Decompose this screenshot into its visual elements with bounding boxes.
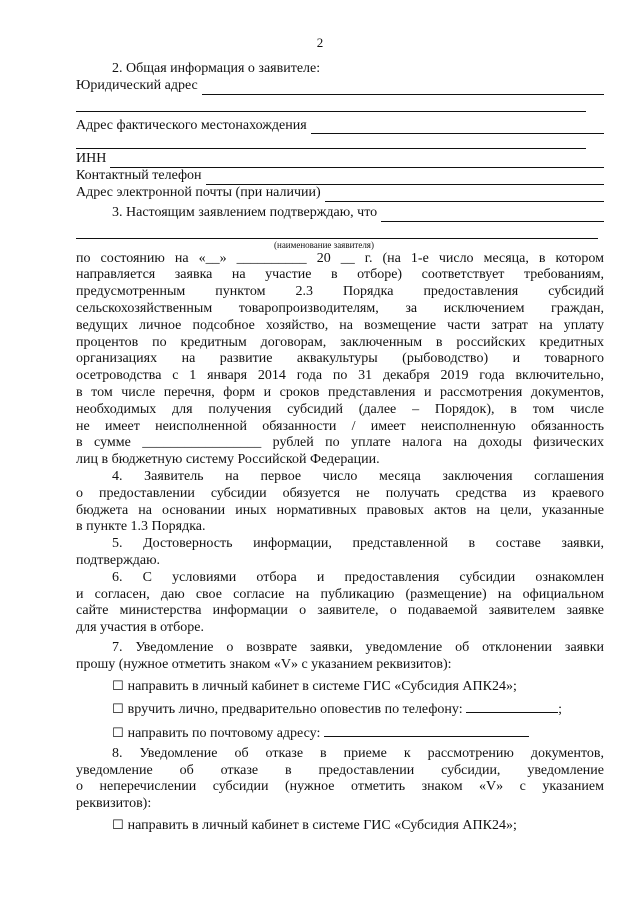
page-number: 2	[316, 35, 324, 50]
applicant-name-caption: (наименование заявителя)	[274, 239, 374, 250]
checkbox-icon[interactable]: ☐	[112, 702, 124, 718]
section6-line: 6. С условиями отбора и предоставления субсидии ознакомлен	[112, 569, 604, 585]
section7-body	[76, 640, 604, 657]
checkbox-icon[interactable]: ☐	[112, 818, 124, 834]
email-label: Адрес электронной почты (при наличии)	[76, 184, 321, 200]
legal-address-field-line2[interactable]	[76, 99, 586, 112]
actual-address-label: Адрес фактического местонахождения	[76, 117, 307, 133]
option-label: вручить лично, предварительно оповестив по телефону:	[127, 702, 463, 718]
option-suffix: ;	[558, 702, 562, 718]
phone-field[interactable]	[206, 171, 604, 185]
section3-line: в сумме _________________ рублей по уплате налога на доходы физических	[76, 435, 604, 451]
section4-line: бюджета на основании иных нормативных правовых актов на цели, указанные	[76, 502, 604, 518]
section2-heading: 2. Общая информация о заявителе:	[112, 61, 321, 76]
phone-label: Контактный телефон	[76, 168, 202, 184]
section6-line: и согласен, даю свое согласие на публикацию (размещение) на официальном	[76, 586, 604, 602]
section3-body	[76, 251, 604, 453]
section6-line: сайте министерства информации о заявителе, о подаваемой заявителем заявке	[76, 603, 604, 619]
checkbox-icon[interactable]: ☐	[112, 726, 124, 742]
section7-option-personal[interactable]	[76, 700, 604, 719]
section7-option-mail[interactable]	[76, 724, 604, 743]
section5-body	[76, 536, 604, 553]
section7-line: 7. Уведомление о возврате заявки, уведомление об отклонении заявки	[112, 639, 604, 655]
section8-body	[76, 746, 604, 796]
actual-address-field[interactable]	[311, 120, 604, 134]
section3-line: сельскохозяйственным товаропроизводителям, за исключением граждан,	[76, 300, 604, 316]
section8-option-cabinet[interactable]	[76, 818, 604, 835]
section8-line: уведомление об отказе в предоставлении субсидии, уведомление	[76, 762, 604, 778]
section3-last-line: лиц в бюджетную систему Российской Федерации.	[76, 452, 380, 468]
legal-address-row	[76, 78, 604, 95]
inn-field[interactable]	[110, 154, 604, 168]
section7-option-cabinet[interactable]	[76, 679, 604, 696]
section3-line: по состоянию на «__» __________ 20 __ г. (на 1-е число месяца, в котором	[76, 250, 604, 266]
actual-address-field-line2[interactable]	[76, 136, 586, 149]
section3-intro-row	[76, 205, 604, 222]
applicant-name-field[interactable]	[381, 208, 604, 222]
inn-row	[76, 151, 604, 168]
section3-line: предусмотренным пунктом 2.3 Порядка предоставления субсидий	[76, 284, 604, 300]
section4-body	[76, 469, 604, 519]
section5-line: 5. Достоверность информации, представленной в составе заявки,	[112, 536, 604, 552]
section3-intro: 3. Настоящим заявлением подтверждаю, что	[112, 204, 378, 220]
option-label: направить в личный кабинет в системе ГИС «Субсидия АПК24»;	[127, 818, 517, 834]
phone-row	[76, 168, 604, 185]
phone-notify-field[interactable]	[466, 700, 558, 713]
inn-label: ИНН	[76, 151, 107, 167]
email-field[interactable]	[325, 188, 604, 202]
application-form	[76, 61, 604, 835]
section4-last-line: в пункте 1.3 Порядка.	[76, 519, 206, 535]
legal-address-field[interactable]	[202, 81, 604, 95]
applicant-name-field-line2[interactable]	[76, 226, 598, 239]
section7-last-line: прошу (нужное отметить знаком «V» с указанием реквизитов):	[76, 656, 452, 672]
section4-line: о предоставлении субсидии обязуется не получать средства из краевого	[76, 485, 604, 501]
section5-last-line: подтверждаю.	[76, 552, 161, 568]
section3-line: направляется заявка на участие в отборе) соответствует требованиям,	[76, 267, 604, 283]
section8-last-line: реквизитов):	[76, 796, 152, 812]
email-row	[76, 185, 604, 202]
section6-body	[76, 570, 604, 620]
section3-line: процентов по кредитным договорам, заключенным в российских кредитных	[76, 334, 604, 350]
option-label: направить в личный кабинет в системе ГИС «Субсидия АПК24»;	[127, 678, 517, 694]
legal-address-label: Юридический адрес	[76, 77, 198, 93]
section4-line: 4. Заявитель на первое число месяца заключения соглашения	[112, 468, 604, 484]
option-label: направить по почтовому адресу:	[127, 726, 321, 742]
section3-line: в том числе перечня, форм и сроков представления и рассмотрения документов,	[76, 384, 604, 400]
section8-line: о неперечислении субсидии (нужное отметить знаком «V» с указанием	[76, 779, 604, 795]
section3-line: необходимых для получения субсидий (далее – Порядок), в том числе	[76, 401, 604, 417]
checkbox-icon[interactable]: ☐	[112, 678, 124, 694]
actual-address-row	[76, 118, 604, 135]
section3-line: осетроводства с 1 января 2014 года по 31 декабря 2019 года включительно,	[76, 368, 604, 384]
section3-line: организациях на развитие аквакультуры (рыбоводство) и товарного	[76, 351, 604, 367]
section6-last-line: для участия в отборе.	[76, 620, 204, 636]
section8-line: 8. Уведомление об отказе в приеме к рассмотрению документов,	[112, 745, 604, 761]
section3-line: не имеет неисполненной обязанности / имеет неисполненную обязанность	[76, 418, 604, 434]
postal-address-field[interactable]	[324, 724, 529, 737]
section3-line: ведущих личное подсобное хозяйство, на возмещение части затрат на уплату	[76, 317, 604, 333]
